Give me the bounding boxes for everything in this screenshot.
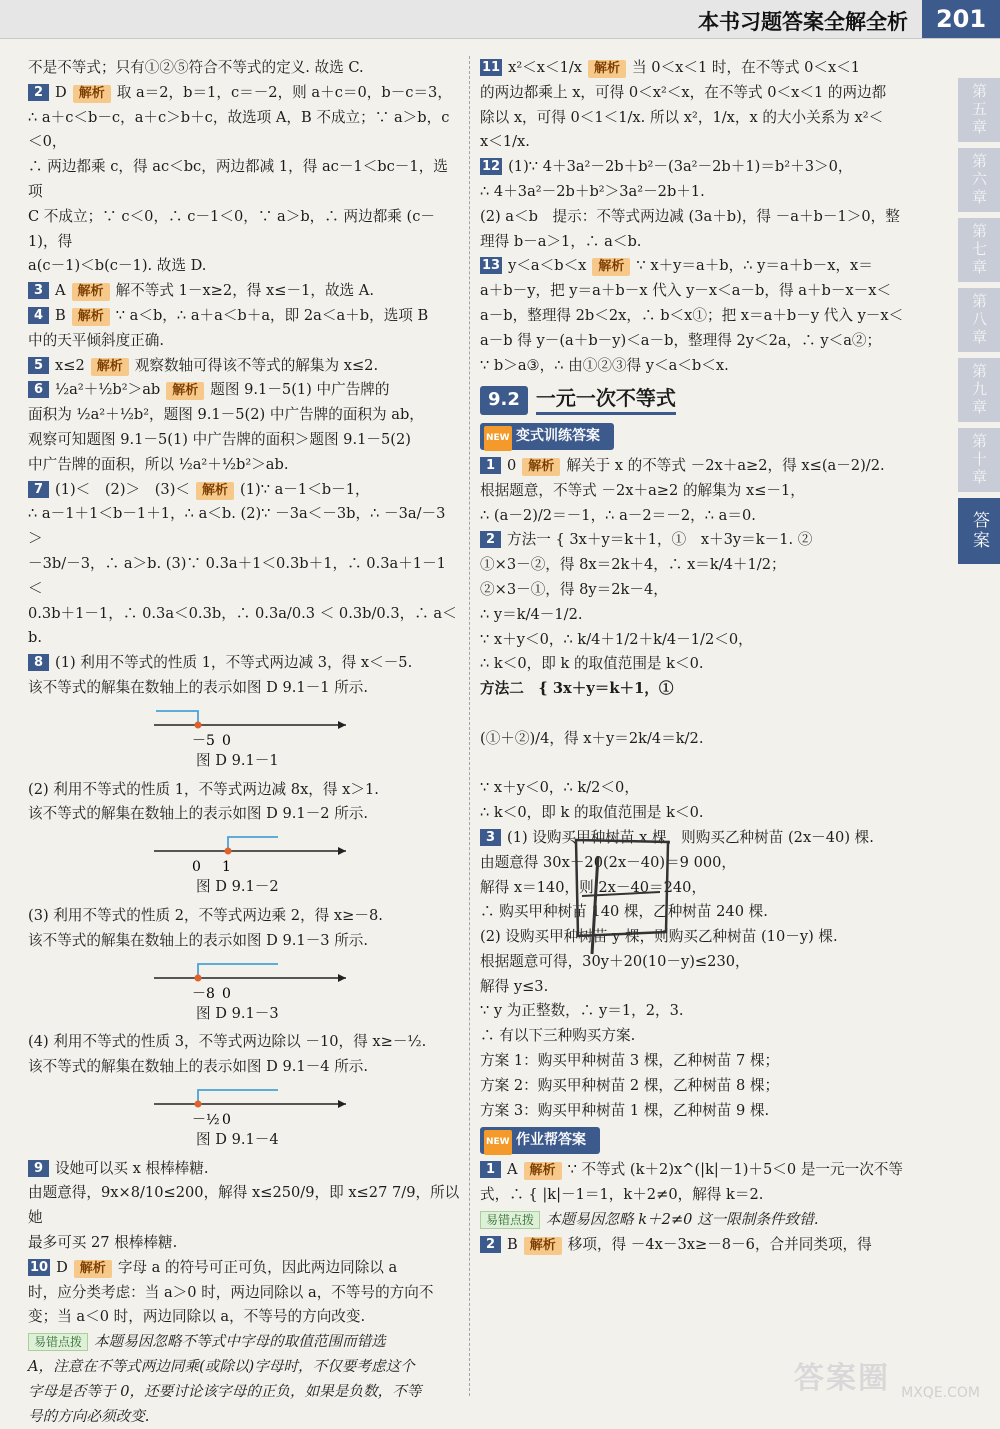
question-number: 1 [480, 1161, 501, 1178]
page-header [0, 0, 1000, 39]
solution-ray [198, 1090, 278, 1104]
question-number: 2 [480, 531, 501, 548]
question-number: 10 [30, 1259, 49, 1275]
text-line: x＜1/x. [480, 133, 530, 151]
text-line: A，注意在不等式两边同乘(或除以)字母时，不仅要考虑这个 [28, 1358, 415, 1376]
text-line: 根据题意可得，30y＋20(10－y)≤230， [480, 952, 750, 970]
text-line: a＋b－y，把 y＝a＋b－x 代入 y－x＜a－b，得 a＋b－x－x＜ [480, 282, 892, 300]
axis-arrow [338, 974, 346, 982]
text-line: C 不成立；∵ c＜0，∴ c－1＜0，∵ a＞b，∴ 两边都乘 (c－1)，得 [28, 207, 435, 250]
question-item [28, 651, 460, 676]
figure-caption: 图 D 9.1－1 [196, 751, 279, 769]
error-tip-tag: 易错点拨 [480, 1211, 540, 1229]
figure-caption: 图 D 9.1－4 [196, 1130, 279, 1148]
question-number: 3 [480, 829, 501, 846]
text-line: ①×3－②，得 8x＝2k＋4，∴ x＝k/4＋1/2； [480, 556, 786, 574]
question-number: 5 [28, 357, 49, 374]
question-number: 2 [28, 84, 49, 101]
question-number: 3 [28, 282, 49, 299]
figure-caption: 图 D 9.1－3 [196, 1004, 279, 1022]
analysis-tag: 解析 [72, 308, 110, 326]
text-line: ∴ k＜0，即 k 的取值范围是 k＜0. [480, 804, 704, 822]
error-tip-tag: 易错点拨 [28, 1333, 88, 1351]
analysis-tag: 解析 [522, 458, 560, 476]
text-line: 最多可买 27 根棒棒糖. [28, 1234, 178, 1252]
text-line: 理得 b－a＞1，∴ a＜b. [480, 232, 642, 250]
stamp-url: MXQE.COM [901, 1385, 980, 1401]
tab-chapter-5[interactable]: 第五章 [958, 78, 1000, 142]
tab-chapter-9[interactable]: 第九章 [958, 358, 1000, 422]
section-heading [480, 386, 912, 415]
boundary-point [195, 974, 202, 981]
number-line [148, 956, 358, 1002]
tick-label: －½ [192, 1111, 220, 1128]
question-item [480, 1158, 912, 1183]
solution-ray [198, 964, 278, 978]
answer: B [55, 306, 66, 324]
answer: 方法一 [507, 531, 551, 549]
text-line: a－b 得 y－(a＋b－y)＜a－b，整理得 2y＜2a，∴ y＜a②； [480, 331, 882, 349]
text-line: 方法二 { 3x＋y＝k＋1，① [480, 680, 674, 698]
analysis-tag: 解析 [592, 258, 630, 276]
text-line: a－b，整理得 2b＜2x，∴ b＜x①；把 x＝a＋b－y 代入 y－x＜ [480, 306, 904, 324]
question-text: ∵ 不等式 (k＋2)x^(|k|－1)＋5＜0 是一元一次不等 [567, 1161, 903, 1179]
text-line: ∵ x＋y＜0，∴ k/2＜0， [480, 779, 639, 797]
question-number: 1 [480, 457, 501, 474]
text-line: ∴ y＝k/4－1/2. [480, 605, 583, 623]
text-line: ∴ a－1＋1＜b－1＋1，∴ a＜b. (2)∵ －3a＜－3b，∴ －3a/－3 ＞ [28, 505, 446, 548]
boundary-point [225, 848, 232, 855]
question-text: 字母 a 的符号可正可负，因此两边同除以 a [117, 1258, 398, 1276]
question-number: 11 [482, 60, 501, 75]
question-text: ∵ a＜b，∴ a＋a＜b＋a，即 2a＜a＋b，选项 B [115, 306, 429, 324]
error-tip-text: 本题易因忽略不等式中字母的取值范围而错选 [94, 1333, 386, 1351]
question-item [28, 378, 460, 403]
subsection-banner: NEW 变式训练答案 [480, 423, 614, 450]
question-item [28, 478, 460, 503]
text-line: (2) 设购买甲种树苗 y 棵，则购买乙种树苗 (10－y) 棵. [480, 928, 838, 946]
tick-label: 0 [192, 859, 201, 876]
text-line: 由题意得，9x×8/10≤200，解得 x≤250/9，即 x≤27 7/9，所以她 [28, 1184, 460, 1227]
tick-label: 0 [222, 732, 231, 749]
answer: ½a²＋½b²＞ab [55, 381, 161, 399]
tick-label: 0 [222, 1111, 231, 1128]
tab-chapter-7[interactable]: 第七章 [958, 218, 1000, 282]
question-item [480, 1233, 912, 1258]
answer: 0 [507, 456, 517, 474]
text-line: 除以 x，可得 0＜1＜1/x. 所以 x²，1/x，x 的大小关系为 x²＜ [480, 108, 884, 126]
number-line [148, 703, 358, 749]
text-line: ∴ (a－2)/2＝－1，∴ a－2＝－2，∴ a＝0. [480, 506, 756, 524]
question-item [28, 1157, 460, 1182]
text-line: ∵ b＞a③，∴ 由①②③得 y＜a＜b＜x. [480, 356, 729, 374]
axis-arrow [338, 847, 346, 855]
analysis-tag: 解析 [72, 283, 110, 301]
tick-label: －5 [192, 732, 215, 749]
analysis-tag: 解析 [196, 482, 234, 500]
analysis-tag: 解析 [524, 1162, 562, 1180]
question-number: 6 [28, 381, 49, 398]
text-line: 中广告牌的面积，所以 ½a²＋½b²＞ab. [28, 455, 289, 473]
question-item [28, 81, 460, 106]
text-line: 中的天平倾斜度正确. [28, 331, 164, 349]
text-line: 该不等式的解集在数轴上的表示如图 D 9.1－2 所示. [28, 805, 369, 823]
text-line: 该不等式的解集在数轴上的表示如图 D 9.1－1 所示. [28, 678, 369, 696]
tab-chapter-6[interactable]: 第六章 [958, 148, 1000, 212]
figure-caption: 图 D 9.1－2 [196, 878, 279, 896]
question-item [480, 155, 912, 180]
question-number: 13 [482, 258, 501, 274]
answer: x≤2 [55, 356, 85, 374]
page-number: 201 [922, 0, 1000, 38]
text-line: 该不等式的解集在数轴上的表示如图 D 9.1－4 所示. [28, 1058, 369, 1076]
question-text: (1) 利用不等式的性质 1，不等式两边减 3，得 x＜－5. [55, 654, 413, 672]
question-number: 8 [28, 654, 49, 671]
analysis-tag: 解析 [73, 85, 111, 103]
text-line: 方案 1：购买甲种树苗 3 棵，乙种树苗 7 棵； [480, 1052, 780, 1070]
question-item [480, 254, 912, 279]
question-text: { 3x＋y＝k＋1，① x＋3y＝k－1. ② [555, 531, 813, 549]
question-item [480, 454, 912, 479]
solution-ray [228, 837, 278, 851]
text-line: 式，∴ { |k|－1＝1，k＋2≠0，解得 k＝2. [480, 1186, 764, 1204]
question-item [28, 304, 460, 329]
text-line: (2) a＜b 提示：不等式两边减 (3a＋b)，得 －a＋b－1＞0，整 [480, 207, 900, 225]
analysis-tag: 解析 [524, 1237, 562, 1255]
text-line: 面积为 ½a²＋½b²，题图 9.1－5(2) 中广告牌的面积为 ab， [28, 406, 424, 424]
number-line [148, 1082, 358, 1128]
question-text: ∵ x＋y＝a＋b，∴ y＝a＋b－x，x＝ [636, 257, 873, 275]
text-line: 变；当 a＜0 时，两边同除以 a，不等号的方向改变. [28, 1308, 366, 1326]
right-column [480, 56, 912, 1257]
text-line: 字母是否等于 0，还要讨论该字母的正负，如果是负数，不等 [28, 1382, 422, 1400]
tick-label: 0 [222, 985, 231, 1002]
answer: D [56, 1258, 68, 1276]
question-item [480, 528, 912, 553]
text-line: ∴ a＋c＜b－c，a＋c＞b＋c，故选项 A，B 不成立；∵ a＞b，c＜0， [28, 108, 450, 151]
watermark-stamp [794, 1353, 984, 1401]
text-line: 解得 x＝140，则 2x－40＝240， [480, 878, 707, 896]
text-line: 解得 y≤3. [480, 977, 549, 995]
text-line: a(c－1)＜b(c－1). 故选 D. [28, 257, 207, 275]
error-tip [480, 1208, 912, 1233]
text-line: 0.3b＋1－1，∴ 0.3a＜0.3b，∴ 0.3a/0.3 ＜ 0.3b/0.3，∴ a＜b. [28, 604, 457, 647]
axis-arrow [338, 721, 346, 729]
text-line: ∵ x＋y＜0，∴ k/4＋1/2＋k/4－1/2＜0， [480, 630, 753, 648]
header-title: 本书习题答案全解全析 [698, 10, 908, 34]
text-line: ∴ 购买甲种树苗 140 棵，乙种树苗 240 棵. [480, 903, 768, 921]
chapter-tabs [958, 78, 1000, 570]
left-column [28, 56, 460, 1429]
section-number: 9.2 [480, 386, 528, 415]
question-item [480, 56, 912, 81]
analysis-tag: 解析 [588, 60, 626, 78]
question-number: 4 [28, 307, 49, 324]
tab-chapter-8[interactable]: 第八章 [958, 288, 1000, 352]
text-line: ∴ 两边都乘 c，得 ac＜bc，两边都减 1，得 ac－1＜bc－1，选项 [28, 158, 448, 200]
question-text: (1) 设购买甲种树苗 x 棵，则购买乙种树苗 (2x－40) 棵. [507, 828, 874, 846]
analysis-tag: 解析 [91, 358, 129, 376]
solution-ray [156, 711, 198, 725]
text-line: 的两边都乘上 x，可得 0＜x²＜x，在不等式 0＜x＜1 的两边都 [480, 83, 887, 101]
boundary-point [195, 721, 202, 728]
error-tip-text: 本题易因忽略 k＋2≠0 这一限制条件致错. [546, 1210, 819, 1228]
text-line: 根据题意，不等式 －2x＋a≥2 的解集为 x≤－1， [480, 481, 805, 499]
text-line: 方案 2：购买甲种树苗 2 棵，乙种树苗 8 棵； [480, 1076, 780, 1094]
text-line: 时，应分类考虑：当 a＞0 时，两边同除以 a，不等号的方向不 [28, 1283, 434, 1301]
question-text: 移项，得 －4x－3x≥－8－6，合并同类项，得 [567, 1235, 872, 1253]
text-line: 方案 3：购买甲种树苗 1 棵，乙种树苗 9 棵. [480, 1101, 770, 1119]
section-title: 一元一次不等式 [536, 386, 676, 415]
text-line [480, 752, 912, 777]
question-number: 7 [28, 481, 49, 498]
axis-arrow [338, 1100, 346, 1108]
question-text: 设她可以买 x 根棒棒糖. [55, 1159, 209, 1177]
question-number: 2 [480, 1236, 501, 1253]
text-line: 该不等式的解集在数轴上的表示如图 D 9.1－3 所示. [28, 931, 369, 949]
question-text: 取 a＝2，b＝1，c＝－2，则 a＋c＝0，b－c＝3， [116, 83, 452, 101]
question-text: 题图 9.1－5(1) 中广告牌的 [210, 381, 390, 399]
tick-label: －8 [192, 985, 215, 1002]
text-line: 观察可知题图 9.1－5(1) 中广告牌的面积＞题图 9.1－5(2) [28, 430, 411, 448]
text-line: (2) 利用不等式的性质 1，不等式两边减 8x，得 x＞1. [28, 780, 379, 798]
subsection-banner: NEW 作业帮答案 [480, 1127, 600, 1154]
answer: (1)＜ (2)＞ (3)＜ [55, 480, 190, 498]
text-line: 不是不等式；只有①②⑤符合不等式的定义. 故选 C. [28, 59, 364, 76]
text-line: (3) 利用不等式的性质 2，不等式两边乘 2，得 x≥－8. [28, 906, 383, 924]
text-line: 号的方向必须改变. [28, 1407, 150, 1425]
text-line: ∴ 4＋3a²－2b＋b²＞3a²－2b＋1. [480, 182, 705, 200]
answer: D [55, 83, 67, 101]
question-text: (1)∵ a－1＜b－1， [240, 480, 370, 498]
answer: x²＜x＜1/x [508, 59, 583, 76]
handwritten-doodle [568, 836, 678, 966]
text-line: ②×3－①，得 8y＝2k－4， [480, 580, 668, 598]
question-item [28, 354, 460, 379]
boundary-point [195, 1100, 202, 1107]
analysis-tag: 解析 [74, 1260, 112, 1278]
text-line: －3b/－3，∴ a＞b. (3)∵ 0.3a＋1＜0.3b＋1，∴ 0.3a＋1－1＜ [28, 554, 446, 597]
error-tip [28, 1330, 460, 1355]
question-text: 解关于 x 的不等式 －2x＋a≥2，得 x≤(a－2)/2. [566, 456, 885, 474]
answer: A [507, 1161, 518, 1179]
number-line [148, 829, 358, 875]
answer: y＜a＜b＜x [508, 257, 587, 275]
answer: A [55, 282, 66, 300]
text-line: (4) 利用不等式的性质 3，不等式两边除以 －10，得 x≥－½. [28, 1033, 427, 1051]
question-text: 当 0＜x＜1 时，在不等式 0＜x＜1 [632, 59, 861, 76]
column-divider [469, 56, 470, 1396]
tab-answers[interactable]: 答案 [958, 498, 1000, 564]
text-line [480, 702, 912, 727]
question-number: 9 [28, 1160, 49, 1177]
question-item [28, 279, 460, 304]
text-line: ∴ 有以下三种购买方案. [480, 1027, 636, 1045]
stamp-logo: 答案圈 [794, 1361, 890, 1396]
analysis-tag: 解析 [166, 382, 204, 400]
text-line: ∴ k＜0，即 k 的取值范围是 k＜0. [480, 655, 704, 673]
question-item [28, 1256, 460, 1281]
text-line: 由题意得 30x＋20(2x－40)＝9 000， [480, 853, 737, 871]
question-number: 12 [482, 159, 501, 175]
question-item [480, 826, 912, 851]
text-line: (①＋②)/4，得 x＋y＝2k/4＝k/2. [480, 729, 704, 747]
tick-label: 1 [222, 859, 231, 876]
question-text: 观察数轴可得该不等式的解集为 x≤2. [134, 356, 379, 374]
question-text: 解不等式 1－x≥2，得 x≤－1，故选 A. [115, 282, 374, 300]
question-text: (1)∵ 4＋3a²－2b＋b²－(3a²－2b＋1)＝b²＋3＞0， [508, 158, 853, 176]
answer: B [507, 1235, 518, 1253]
tab-chapter-10[interactable]: 第十章 [958, 428, 1000, 492]
text-line: ∵ y 为正整数，∴ y＝1，2，3. [480, 1002, 684, 1020]
